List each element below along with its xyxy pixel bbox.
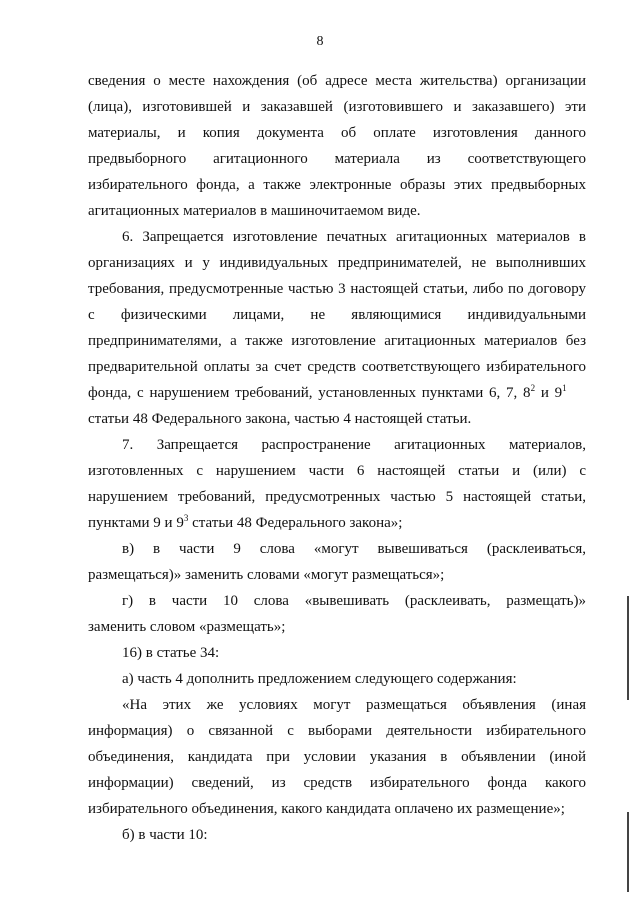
text-line [88, 513, 586, 533]
text-line: а) часть 4 дополнить предложением следующего содержания: [122, 671, 517, 687]
scan-edge-line [627, 596, 629, 700]
text-line: в) в части 9 слова «могут вывешиваться (расклеиваться, [122, 541, 586, 557]
text-line: предварительной оплаты за счет средств соответствующего избирательного [88, 359, 586, 375]
text-line: информация) о связанной с выборами деятельности избирательного [88, 723, 586, 739]
text-line: 7. Запрещается распространение агитационных материалов, [122, 437, 586, 453]
text-line: предвыборного агитационного материала из соответствующего [88, 151, 586, 167]
text-line [88, 383, 586, 403]
text-segment: фонда, с нарушением требований, установленных пунктами 6, 7, 8 [88, 385, 531, 401]
text-line: организациях и у индивидуальных предпринимателей, не выполнивших [88, 255, 586, 271]
page-number: 8 [316, 34, 324, 49]
text-line: избирательного фонда, а также электронные образы этих предвыборных [88, 177, 586, 193]
text-line: материалы, и копия документа об оплате изготовления данного [88, 125, 586, 141]
text-line: требования, предусмотренные частью 3 настоящей статьи, либо по договору [88, 281, 586, 297]
superscript: 2 [530, 383, 536, 393]
text-line: «На этих же условиях могут размещаться объявления (иная [122, 697, 586, 713]
text-line: 6. Запрещается изготовление печатных агитационных материалов в [122, 229, 586, 245]
text-line: агитационных материалов в машиночитаемом виде. [88, 203, 421, 219]
text-line: г) в части 10 слова «вывешивать (расклеивать, размещать)» [122, 593, 586, 609]
text-line: объединения, кандидата при условии указания в объявлении (иной [88, 749, 586, 765]
text-line: с физическими лицами, не являющимися индивидуальными [88, 307, 586, 323]
text-segment: и 9 [535, 385, 563, 401]
text-line: заменить словом «размещать»; [88, 619, 286, 635]
text-line: 16) в статье 34: [122, 645, 220, 661]
text-line: б) в части 10: [122, 827, 208, 843]
text-line: размещаться)» заменить словами «могут размещаться»; [88, 567, 445, 583]
text-line: статьи 48 Федерального закона, частью 4 настоящей статьи. [88, 411, 472, 427]
text-line: изготовленных с нарушением части 6 настоящей статьи и (или) с [88, 463, 586, 479]
text-line: сведения о месте нахождения (об адресе места жительства) организации [88, 73, 586, 89]
superscript: 1 [562, 383, 567, 393]
superscript: 3 [183, 513, 189, 523]
text-line: избирательного объединения, какого кандидата оплачено их размещение»; [88, 801, 565, 817]
text-segment: пунктами 9 и 9 [88, 515, 184, 531]
scan-edge-line [627, 812, 629, 892]
text-segment: статьи 48 Федерального закона»; [188, 515, 403, 531]
text-line: информации) сведений, из средств избирательного фонда какого [88, 775, 586, 791]
text-line: нарушением требований, предусмотренных частью 5 настоящей статьи, [88, 489, 586, 505]
text-line: (лица), изготовившей и заказавшей (изготовившего и заказавшего) эти [88, 99, 586, 115]
text-line: предпринимателями, а также изготовление агитационных материалов без [88, 333, 586, 349]
